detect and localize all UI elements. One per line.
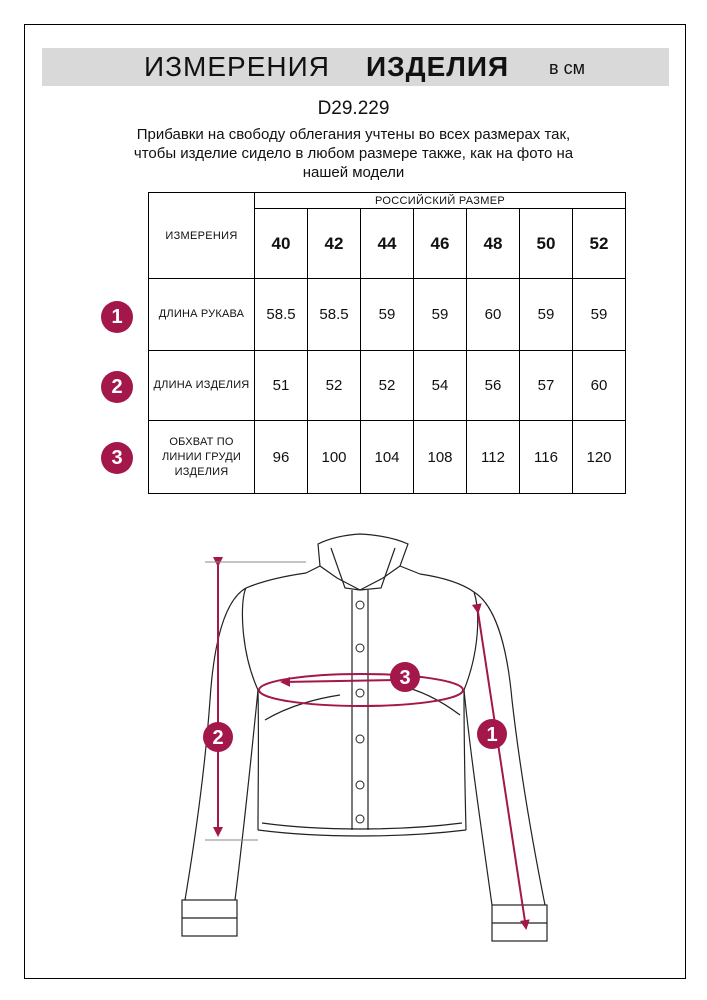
table-cell: 56	[467, 351, 520, 421]
table-cell: 52	[361, 351, 414, 421]
measurements-header: ИЗМЕРЕНИЯ	[149, 193, 255, 279]
table-cell: 59	[520, 279, 573, 351]
row-label-line: ОБХВАТ ПО	[169, 435, 234, 448]
fit-note-line: Прибавки на свободу облегания учтены во всех размерах так,	[136, 126, 571, 143]
size-cell: 50	[520, 209, 573, 279]
table-cell: 51	[255, 351, 308, 421]
size-cell: 48	[467, 209, 520, 279]
title-item: ИЗДЕЛИЯ	[366, 51, 510, 82]
fit-note-line: чтобы изделие сидело в любом размере также, как на фото на	[133, 145, 574, 162]
shirt-buttons	[356, 601, 364, 823]
chest-arrow	[282, 680, 396, 682]
row-label: ДЛИНА РУКАВА	[149, 279, 255, 351]
size-cell: 52	[573, 209, 626, 279]
table-cell: 60	[573, 351, 626, 421]
table-cell: 59	[414, 279, 467, 351]
size-cell: 42	[308, 209, 361, 279]
size-cell: 44	[361, 209, 414, 279]
diagram-marker-2	[203, 722, 233, 752]
table-cell: 120	[573, 421, 626, 494]
row-badge-1: 1	[101, 301, 133, 333]
table-cell: 58.5	[308, 279, 361, 351]
title-measurements: ИЗМЕРЕНИЯ	[144, 51, 330, 82]
size-cell: 40	[255, 209, 308, 279]
table-cell: 58.5	[255, 279, 308, 351]
shirt-button	[356, 781, 364, 789]
row-badge-2: 2	[101, 371, 133, 403]
size-cell: 46	[414, 209, 467, 279]
diagram-marker-3-label: 3	[399, 667, 411, 689]
table-cell: 54	[414, 351, 467, 421]
table-cell: 108	[414, 421, 467, 494]
row-label-line: ЛИНИИ ГРУДИ	[161, 450, 242, 463]
table-cell: 59	[361, 279, 414, 351]
title-unit: в см	[549, 58, 585, 78]
table-cell: 57	[520, 351, 573, 421]
row-badge-3: 3	[101, 442, 133, 474]
table-cell: 52	[308, 351, 361, 421]
table-cell: 96	[255, 421, 308, 494]
shirt-button	[356, 815, 364, 823]
table-cell: 116	[520, 421, 573, 494]
fit-note-line: нашей модели	[302, 164, 405, 181]
table-cell: 104	[361, 421, 414, 494]
diagram-marker-1-label: 1	[486, 724, 498, 746]
shirt-button	[356, 601, 364, 609]
table-cell: 112	[467, 421, 520, 494]
row-label-line: ИЗДЕЛИЯ	[174, 465, 229, 478]
shirt-button	[356, 644, 364, 652]
diagram-marker-1	[477, 719, 507, 749]
sleeve-arrow-line	[478, 612, 526, 928]
russian-size-header: РОССИЙСКИЙ РАЗМЕР	[255, 193, 626, 209]
table-cell: 59	[573, 279, 626, 351]
article-number: D29.229	[317, 98, 390, 119]
table-cell: 100	[308, 421, 361, 494]
table-cell: 60	[467, 279, 520, 351]
shirt-button	[356, 735, 364, 743]
shirt-button	[356, 689, 364, 697]
row-label: ДЛИНА ИЗДЕЛИЯ	[149, 351, 255, 421]
diagram-marker-2-label: 2	[212, 727, 224, 749]
measurement-lines	[218, 565, 526, 928]
diagram-marker-3	[390, 662, 420, 692]
